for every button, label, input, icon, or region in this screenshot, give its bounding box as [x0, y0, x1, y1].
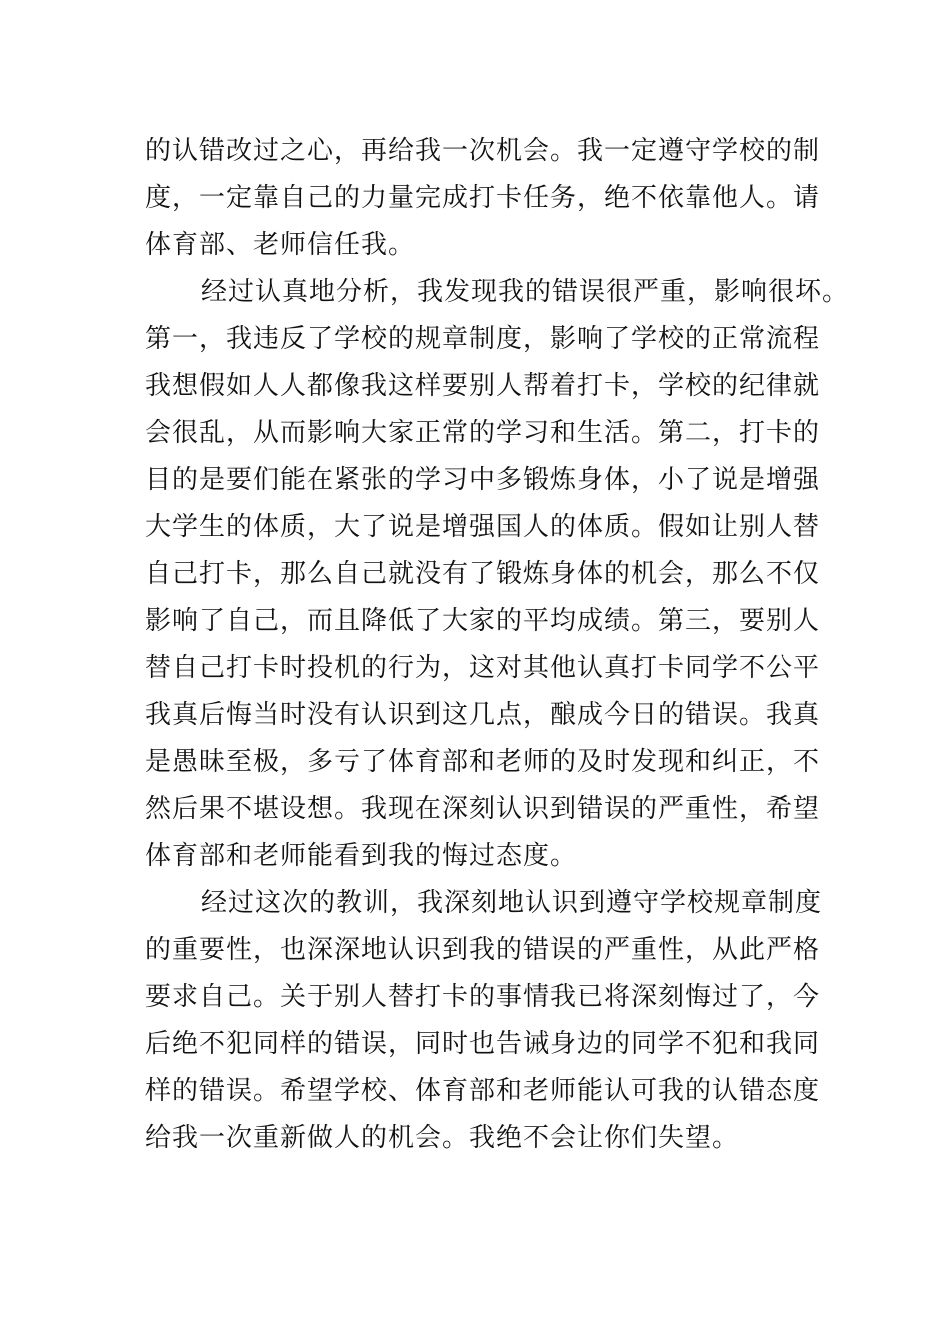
document-body	[145, 128, 850, 1162]
text-line: 然后果不堪设想。我现在深刻认识到错误的严重性，希望	[145, 794, 821, 824]
text-line: 自己打卡，那么自己就没有了锻炼身体的机会，那么不仅	[145, 559, 821, 589]
text-line: 我真后悔当时没有认识到这几点，酿成今日的错误。我真	[145, 700, 821, 730]
text-line: 体育部和老师能看到我的悔过态度。	[145, 841, 578, 871]
text-line: 大学生的体质，大了说是增强国人的体质。假如让别人替	[145, 512, 821, 542]
paragraph-start-line: 经过认真地分析，我发现我的错误很严重，影响很坏。	[201, 277, 850, 307]
text-line: 后绝不犯同样的错误，同时也告诫身边的同学不犯和我同	[145, 1029, 821, 1059]
text-line: 会很乱，从而影响大家正常的学习和生活。第二，打卡的	[145, 418, 821, 448]
text-line: 目的是要们能在紧张的学习中多锻炼身体，小了说是增强	[145, 465, 821, 495]
text-line: 给我一次重新做人的机会。我绝不会让你们失望。	[145, 1123, 740, 1153]
text-line: 我想假如人人都像我这样要别人帮着打卡，学校的纪律就	[145, 371, 821, 401]
text-line: 是愚昧至极，多亏了体育部和老师的及时发现和纠正，不	[145, 747, 821, 777]
text-line: 的认错改过之心，再给我一次机会。我一定遵守学校的制	[145, 136, 821, 166]
text-line: 第一，我违反了学校的规章制度，影响了学校的正常流程	[145, 324, 821, 354]
text-line: 影响了自己，而且降低了大家的平均成绩。第三，要别人	[145, 606, 821, 636]
text-line: 的重要性，也深深地认识到我的错误的严重性，从此严格	[145, 935, 821, 965]
text-line: 体育部、老师信任我。	[145, 230, 416, 260]
paragraph-start-line: 经过这次的教训，我深刻地认识到遵守学校规章制度	[201, 888, 823, 918]
text-line: 要求自己。关于别人替打卡的事情我已将深刻悔过了，今	[145, 982, 821, 1012]
text-line: 度，一定靠自己的力量完成打卡任务，绝不依靠他人。请	[145, 183, 821, 213]
text-line: 替自己打卡时投机的行为，这对其他认真打卡同学不公平	[145, 653, 821, 683]
text-line: 样的错误。希望学校、体育部和老师能认可我的认错态度	[145, 1076, 821, 1106]
